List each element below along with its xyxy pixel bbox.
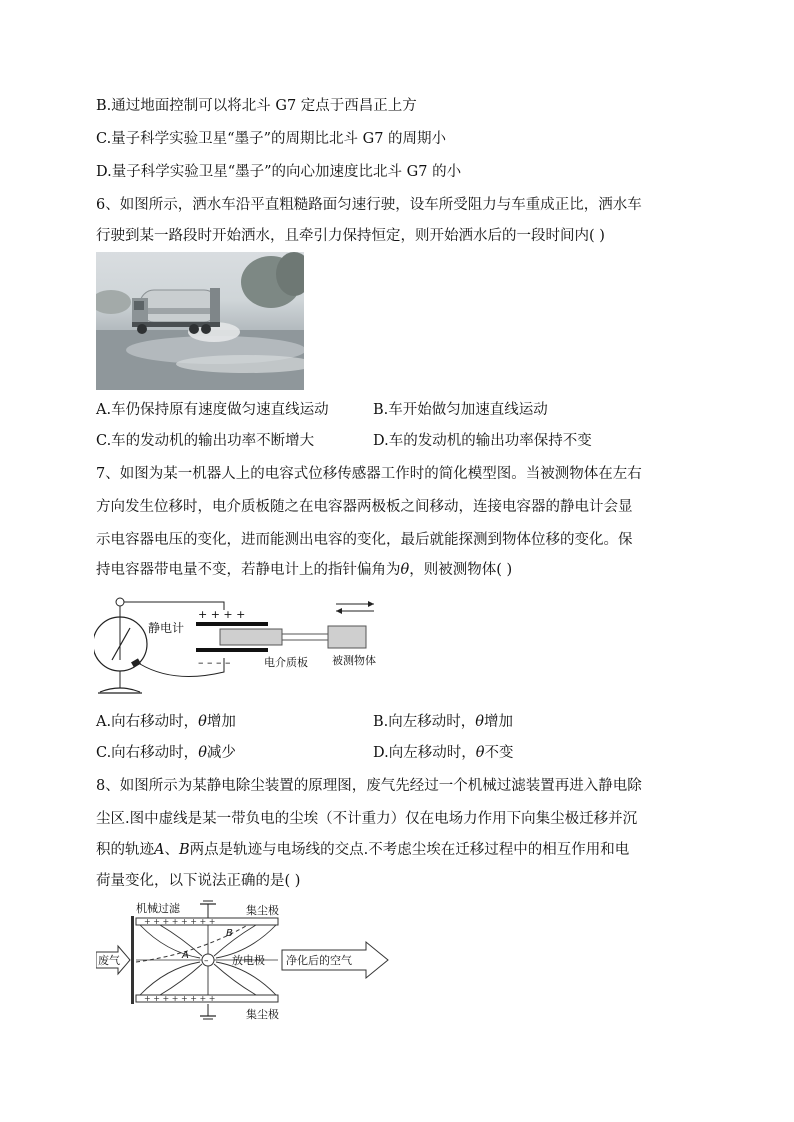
q6-stem-line2: 行驶到某一路段时开始洒水，且牵引力保持恒定，则开始洒水后的一段时间内( ) xyxy=(96,228,605,244)
collector-top-label: 集尘极 xyxy=(246,904,279,917)
q6-option-a[interactable]: A.车仍保持原有速度做匀速直线运动 xyxy=(96,402,329,418)
q7-option-a-theta: θ xyxy=(198,714,207,730)
q6-option-d[interactable]: D.车的发动机的输出功率保持不变 xyxy=(373,433,592,449)
mechanical-filter xyxy=(131,916,134,1004)
q7-option-d-text: D.向左移动时， xyxy=(373,745,476,761)
q6-option-c[interactable]: C.车的发动机的输出功率不断增大 xyxy=(96,433,315,449)
point-b-label: B xyxy=(226,928,233,939)
q7-option-c[interactable] xyxy=(96,743,236,763)
water-truck-illustration xyxy=(96,252,304,390)
q8-stem-line4: 荷量变化，以下说法正确的是( ) xyxy=(96,873,301,889)
water-truck-photo xyxy=(96,252,304,390)
collector-bottom-label: 集尘极 xyxy=(246,1008,279,1021)
filter-label: 机械过滤 xyxy=(136,902,180,915)
dielectric-slab xyxy=(220,629,282,645)
q7-stem-line2: 方向发生位移时，电介质板随之在电容器两极板之间移动，连接电容器的静电计会显 xyxy=(96,499,633,515)
connecting-rod xyxy=(282,634,328,640)
measured-object xyxy=(328,626,366,648)
bottom-plate xyxy=(196,648,268,652)
q7-option-a-text: A.向右移动时， xyxy=(96,714,199,730)
q7-stem-line3: 示电容器电压的变化，进而能测出电容的变化，最后就能探测到物体位移的变化。保 xyxy=(96,532,633,548)
svg-text:+ + + + + + + +: + + + + + + + + xyxy=(144,917,216,926)
electrometer-label: 静电计 xyxy=(148,621,185,635)
q8-stem-line3-post: 两点是轨迹与电场线的交点.不考虑尘埃在迁移过程中的相互作用和电 xyxy=(189,842,630,858)
q7-option-a-result: 增加 xyxy=(206,714,236,730)
q7-option-d-theta: θ xyxy=(475,745,485,761)
discharge-label: 放电极 xyxy=(232,954,265,967)
q7-option-d-result: 不变 xyxy=(484,745,514,761)
q7-stem-line4 xyxy=(96,560,512,580)
top-plate xyxy=(196,622,268,626)
capacitor-sensor-figure xyxy=(94,588,394,700)
dielectric-label: 电介质板 xyxy=(264,656,308,669)
negative-charges: – – – – xyxy=(198,656,231,669)
q8-stem-line1: 8、如图所示为某静电除尘装置的原理图，废气先经过一个机械过滤装置再进入静电除 xyxy=(96,778,642,794)
q7-theta-symbol: θ xyxy=(400,562,410,578)
q6-option-b[interactable]: B.车开始做匀加速直线运动 xyxy=(373,402,548,418)
clean-air-label: 净化后的空气 xyxy=(286,954,352,967)
q5-option-b[interactable]: B.通过地面控制可以将北斗 G7 定点于西昌正上方 xyxy=(96,98,417,114)
left-arrow-icon xyxy=(336,608,342,614)
electrometer-needle xyxy=(112,628,130,660)
q7-option-c-theta: θ xyxy=(198,745,207,761)
q7-option-b[interactable] xyxy=(373,712,513,732)
q7-stem-line4-pre: 持电容器带电量不变，若静电计上的指针偏角为 xyxy=(96,562,401,578)
q7-option-a[interactable] xyxy=(96,712,236,732)
q5-option-c[interactable]: C.量子科学实验卫星“墨子”的周期比北斗 G7 的周期小 xyxy=(96,131,447,147)
q7-option-c-result: 减少 xyxy=(206,745,236,761)
precipitator-figure xyxy=(96,896,396,1024)
q8-stem-line3 xyxy=(96,840,629,860)
q8-stem-line3-pre: 积的轨迹 xyxy=(96,842,154,858)
q7-option-b-result: 增加 xyxy=(484,714,513,730)
q8-separator: 、 xyxy=(164,842,179,858)
svg-text:+ + + + + + + +: + + + + + + + + xyxy=(144,994,216,1003)
q7-stem-line4-post: ，则被测物体( ) xyxy=(409,562,513,578)
q7-option-b-theta: θ xyxy=(475,714,484,730)
right-arrow-icon xyxy=(368,601,374,607)
svg-text:–: – xyxy=(204,956,209,966)
q7-option-c-text: C.向右移动时， xyxy=(96,745,199,761)
waste-gas-label: 废气 xyxy=(98,954,120,967)
q7-option-d[interactable] xyxy=(373,743,513,763)
electrometer-knob xyxy=(116,598,124,606)
q7-option-b-text: B.向左移动时， xyxy=(373,714,476,730)
point-a-label: A xyxy=(182,950,189,961)
q6-stem-line1: 6、如图所示，洒水车沿平直粗糙路面匀速行驶，设车所受阻力与车重成正比，洒水车 xyxy=(96,197,642,213)
q5-option-d[interactable]: D.量子科学实验卫星“墨子”的向心加速度比北斗 G7 的小 xyxy=(96,164,462,180)
q7-stem-line1: 7、如图为某一机器人上的电容式位移传感器工作时的简化模型图。当被测物体在左右 xyxy=(96,466,642,482)
q8-stem-line2: 尘区.图中虚线是某一带负电的尘埃（不计重力）仅在电场力作用下向集尘极迁移并沉 xyxy=(96,811,638,827)
positive-charges: + + + + xyxy=(198,608,246,621)
object-label: 被测物体 xyxy=(332,654,376,667)
q8-point-a: A xyxy=(154,842,165,858)
q8-point-b: B xyxy=(178,842,190,858)
